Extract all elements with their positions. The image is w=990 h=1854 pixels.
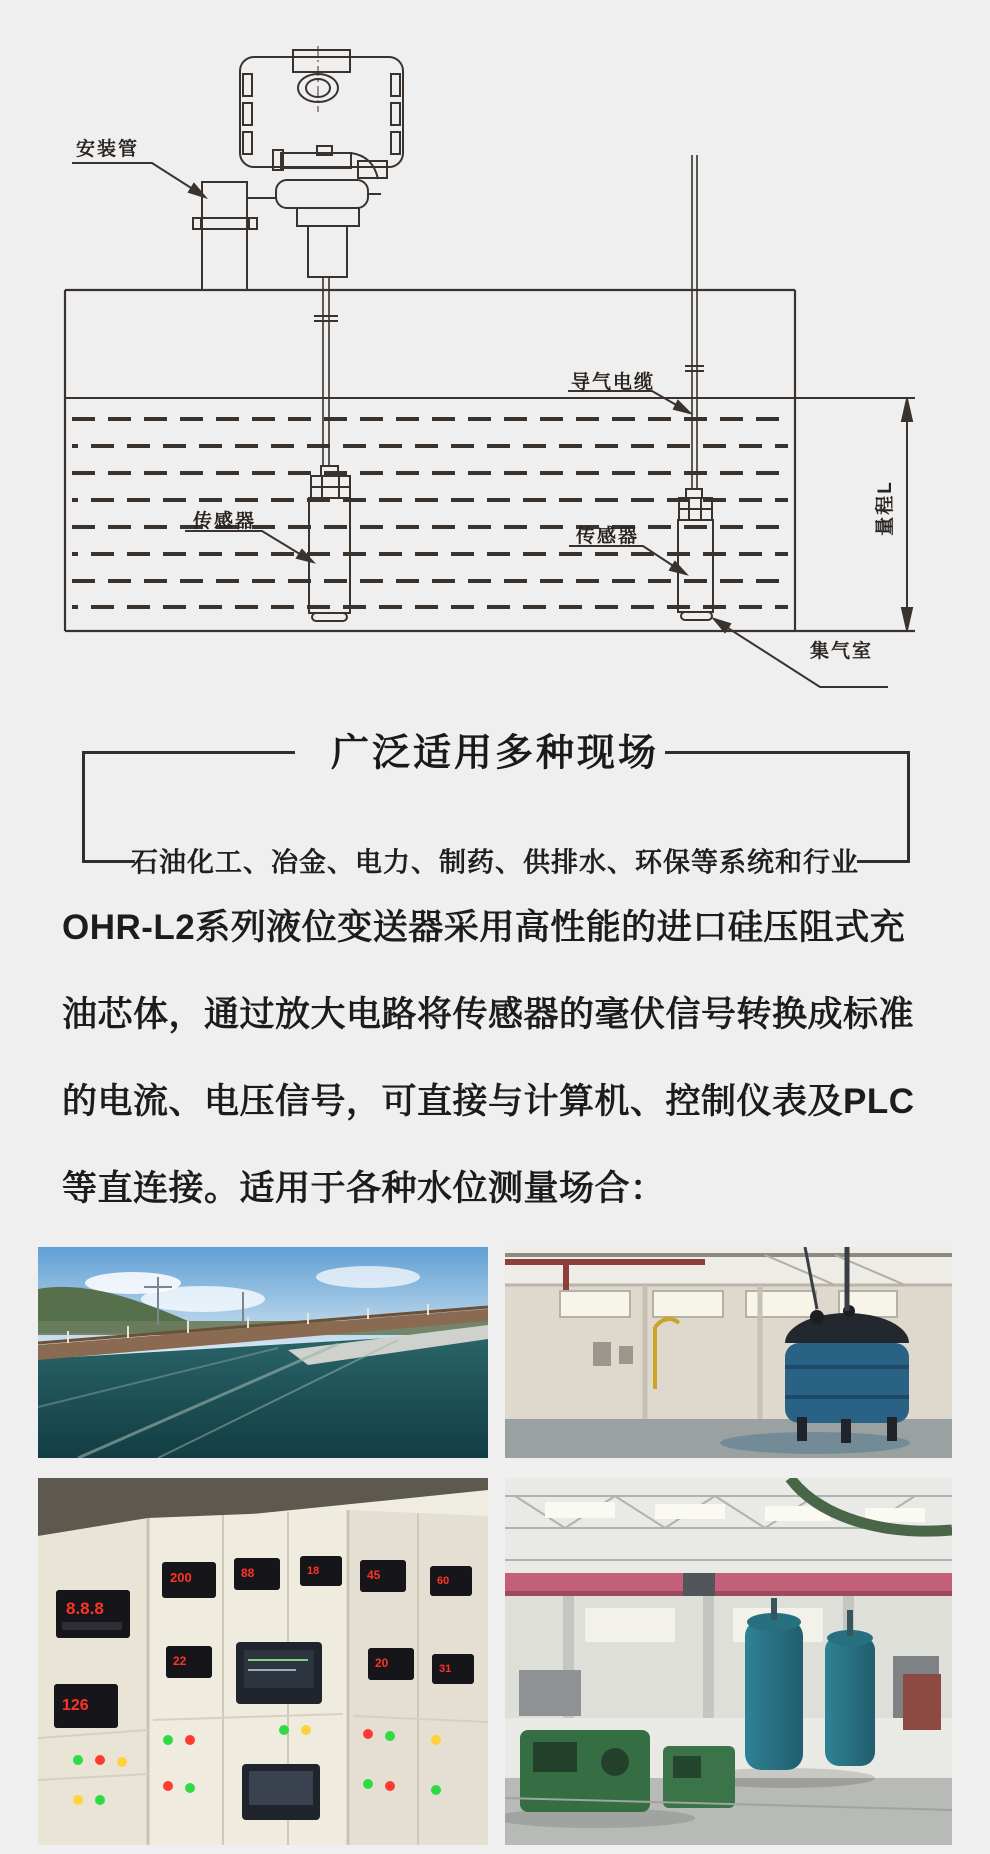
transmitter-drawing: [240, 46, 403, 466]
svg-text:20: 20: [375, 1656, 389, 1670]
intro-line: OHR-L2系列液位变送器采用高性能的进口硅压阻式充: [62, 908, 906, 947]
intro-line: 等直连接。适用于各种水位测量场合：: [62, 1169, 666, 1208]
intro-paragraph: [62, 884, 934, 1232]
svg-text:200: 200: [170, 1570, 192, 1585]
banner-subtitle: 石油化工、冶金、电力、制药、供排水、环保等系统和行业: [131, 847, 859, 878]
intro-line: 油芯体，通过放大电路将传感器的毫伏信号转换成标准: [62, 995, 915, 1034]
svg-text:45: 45: [367, 1568, 381, 1582]
photo-factory-reactor: [505, 1247, 952, 1458]
mounting-pipe-drawing: [193, 182, 276, 290]
svg-text:60: 60: [437, 1575, 450, 1587]
svg-text:8.8.8: 8.8.8: [66, 1599, 104, 1618]
water-level-dashes: [72, 419, 788, 607]
svg-text:126: 126: [62, 1697, 89, 1714]
sensor-left-drawing: [309, 466, 350, 621]
range-label: 量程L: [875, 480, 896, 536]
banner-title: 广泛适用多种现场: [330, 732, 659, 775]
photo-water-treatment-plant: [38, 1247, 488, 1458]
svg-text:31: 31: [439, 1663, 452, 1675]
sensor-right-label: 传感器: [576, 526, 640, 547]
sensor-left-label: 传感器: [193, 511, 257, 532]
mounting-pipe-label: 安装管: [76, 139, 140, 160]
svg-text:88: 88: [241, 1566, 255, 1580]
svg-text:22: 22: [173, 1654, 187, 1668]
intro-line: 的电流、电压信号，可直接与计算机、控制仪表及PLC: [62, 1082, 915, 1121]
gas-chamber-label: 集气室: [810, 641, 874, 662]
range-dimension: [902, 399, 912, 630]
air-cable-label: 导气电缆: [571, 372, 656, 393]
photo-pump-station: [505, 1478, 952, 1845]
air-cable-drawing: [685, 155, 704, 489]
svg-text:18: 18: [307, 1565, 320, 1577]
installation-diagram: [0, 0, 990, 710]
photo-control-panels: [38, 1478, 488, 1845]
leader-lines: [72, 163, 888, 687]
